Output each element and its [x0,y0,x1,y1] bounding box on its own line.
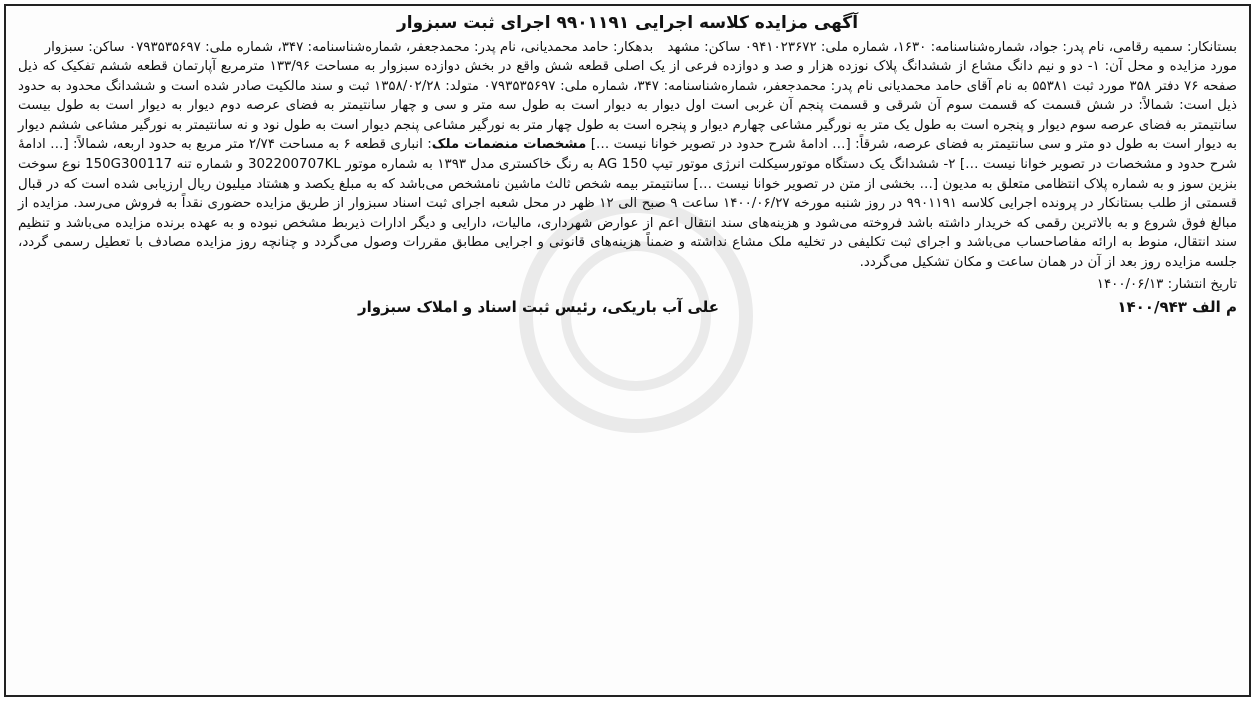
notice-body [18,57,1237,273]
parties-block [18,38,1237,57]
auction-terms: : انباری قطعه ۶ به مساحت ۲/۷۴ متر مربع به حدود اربعه، شمالاً: [… ادامهٔ شرح حدود و مشخصات در تصویر خوانا نیست …] ۲- ششدانگ یک دستگاه موتورسیکلت انرژی موتور تیپ AG 150 به رنگ خاکستری مدل ۱۳۹۳ به شماره موتور 302200707KL و شماره تنه 150G300117 نوع سوخت بنزین سوز و به شماره پلاک انتظامی متعلق به مدیون [… بخشی از متن در تصویر خوانا نیست …] سانتیمتر بیمه شخص ثالث ماشین نامشخص می‌باشد که به مبلغ یکصد و هشتاد میلیون ریال ارزیابی شده است که در قبال قسمتی از طلب بستانکار در پرونده اجرایی کلاسه ۹۹۰۱۱۹۱ در روز شنبه مورخه ۱۴۰۰/۰۶/۲۷ ساعت ۹ صبح الی ۱۲ ظهر در محل شعبه اجرای ثبت اسناد سبزوار از طریق مزایده حضوری نقداً به فروش می‌رسد. مزایده از مبالغ فوق شروع و به بالاترین رقمی که خریدار داشته باشد فروخته می‌شود و هزینه‌های سند انتقال اعم از عوارض شهرداری، مالیات، دارایی و دیگر ادارات ذیربط مشخص نبوده و به عهده برنده مزایده می‌باشد و تنظیم سند انتقال، منوط به ارائه مفاصاحساب می‌باشد و اجرای ثبت تکلیفی در تخلیه ملک مشاع نداشته و ضمناً هزینه‌های قانونی و اجرایی مطابق مقررات وصول می‌گردد و چنانچه روز مزایده مصادف با تعطیل رسمی گردد، جلسه مزایده روز بعد از آن در همان ساعت و مکان تشکیل می‌گردد. [18,137,1237,270]
property-description: مورد مزایده و محل آن: ۱- دو و نیم دانگ مشاع از ششدانگ پلاک نوزده هزار و صد و دوازده فرعی از یک اصلی قطعه شش واقع در بخش دوازده سبزوار به مساحت ۱۳۳/۹۶ مترمربع آپارتمان قطعه ششم تفکیک که ذیل صفحه ۷۶ دفتر ۳۵۸ مورد ثبت ۵۵۳۸۱ به نام آقای حامد محمدیانی نام پدر: محمدجعفر، شماره‌شناسنامه: ۳۴۷، شماره ملی: ۰۷۹۳۵۳۵۶۹۷ متولد: ۱۳۵۸/۰۲/۲۸ ثبت و سند مالکیت صادر شده است و ششدانگ محدود به حدود ذیل است: شمالاً: در شش قسمت که قسمت سوم آن شرقی و قسمت پنجم آن غربی است اول دیوار به دیوار است به طول سه متر و سی و چهار سانتیمتر به فضای عرصه دوم دیوار به دیوار است به طول بیست سانتیمتر به فضای عرصه سوم دیوار و پنجره است به طول یک متر به نورگیر مشاعی چهارم دیوار و پنجره است به طول چهار متر به نورگیر مشاعی پنجم دیوار است به طول نود و نه سانتیمتر به نورگیر مشاعی ششم دیوار به دیوار است به طول دو متر و سی سانتیمتر به فضای عرصه، شرقاً: [… ادامهٔ شرح حدود در تصویر خوانا نیست …] [18,59,1237,153]
notice-footer [18,297,1237,317]
signature: علی آب باریکی، رئیس ثبت اسناد و املاک سبزوار [358,297,720,316]
creditor-info: بستانکار: سمیه رقامی، نام پدر: جواد، شماره‌شناسنامه: ۱۶۳۰، شماره ملی: ۰۹۴۱۰۲۳۶۷۲ ساکن: مشهد [667,40,1237,55]
notice-title: آگهی مزایده کلاسه اجرایی ۹۹۰۱۱۹۱ اجرای ثبت سبزوار [396,13,859,33]
debtor-info: بدهکار: حامد محمدیانی، نام پدر: محمدجعفر، شماره‌شناسنامه: ۳۴۷، شماره ملی: ۰۷۹۳۵۳۵۶۹۷ ساکن: سبزوار [44,40,654,55]
reference-code: م الف ۱۴۰۰/۹۴۳ [1117,297,1237,316]
auction-notice [4,4,1251,697]
publish-date: تاریخ انتشار: ۱۴۰۰/۰۶/۱۳ [1096,276,1237,292]
specs-label: مشخصات منضمات ملک [431,137,587,153]
